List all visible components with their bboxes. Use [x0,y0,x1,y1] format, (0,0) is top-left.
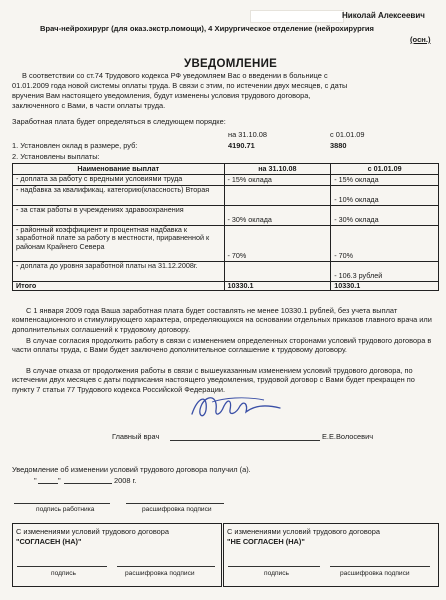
agree-box [12,523,222,587]
intro-line-4: заключенного с Вами, в части оплаты труда. [12,101,166,110]
chief-signature-line [170,440,320,441]
disagree-decode-caption: расшифровка подписи [340,570,410,577]
agree-signature-line [17,566,107,567]
item2-label: 2. Установлены выплаты: [12,152,100,161]
table-row [13,205,439,225]
table-header-row [13,164,439,175]
table-cell: - 10% оклада [331,185,439,205]
payments-table [12,163,439,291]
table-cell: - 15% оклада [331,175,439,185]
paragraph-salary-min: С 1 января 2009 года Ваша заработная плата будет составлять не менее 10330.1 рублей, без учета выплат компенсационного и стимулирующего характера, определяющихся на основании отдельных приказов главного врача или дополнительных соглашений к трудовому договору. [12,306,432,334]
chief-name: Е.Е.Волосевич [322,432,374,441]
item1-label: 1. Установлен оклад в размере, руб: [12,141,138,150]
table-cell: - 70% [331,225,439,261]
paragraph-refusal: В случае отказа от продолжения работы в связи с вышеуказанным изменением условий трудового договора, по истечении двух месяцев с даты подписания настоящего уведомления, трудовой договор с Вами будет прекращен по пункту 7 статьи 77 Трудового кодекса Российской Федерации. [12,366,415,394]
table-cell: - 30% оклада [224,205,331,225]
agree-signature-caption: подпись [51,570,76,577]
intro-line-1: В соответствии со ст.74 Трудового кодекса РФ уведомляем Вас о введении в больнице с [22,71,328,80]
table-cell [224,261,331,281]
receipt-text: Уведомление об изменении условий трудового договора получил (а). [12,465,251,474]
date-col-1: на 31.10.08 [228,130,268,139]
employee-signature-line [14,503,110,504]
disagree-status: "НЕ СОГЛАСЕН (НА)" [227,537,305,546]
paragraph-consent: В случае согласия продолжить работу в связи с изменением определенных сторонами условий трудового договора в части оплаты труда, с Вами будет заключено дополнительное соглашение к трудовому договору. [12,336,432,355]
salary-heading: Заработная плата будет определяться в следующем порядке: [12,117,226,126]
position-line: Врач-нейрохирург (для оказ.экстр.помощи), 4 Хирургическое отделение (нейрохирургия [40,24,374,33]
employee-signature-caption: подпись работника [36,506,95,513]
handwritten-signature [184,386,294,426]
table-cell: Итого [13,281,225,290]
table-cell [224,185,331,205]
agree-status: "СОГЛАСЕН (НА)" [16,537,82,546]
receipt-date-quote-open: " [34,476,37,485]
table-row [13,261,439,281]
item1-value-old: 4190.71 [228,141,255,150]
table-cell: - 30% оклада [331,205,439,225]
table-row [13,185,439,205]
table-header: на 31.10.08 [224,164,331,175]
employee-name: Николай Алексеевич [342,11,425,20]
table-cell: - за стаж работы в учреждениях здравоохранения [13,205,225,225]
document-title: УВЕДОМЛЕНИЕ [184,58,278,70]
table-cell: - 15% оклада [224,175,331,185]
disagree-line: С изменениями условий трудового договора [227,527,380,536]
agree-decode-caption: расшифровка подписи [125,570,195,577]
table-cell: - 70% [224,225,331,261]
receipt-date-quote-close: " [58,476,61,485]
receipt-year: 2008 г. [114,476,137,485]
table-cell: - 106.3 рублей [331,261,439,281]
table-total-row [13,281,439,290]
item1-value-new: 3880 [330,141,347,150]
table-cell: 10330.1 [224,281,331,290]
table-cell: - доплата за работу с вредными условиями труда [13,175,225,185]
disagree-signature-line [228,566,320,567]
intro-line-3: вручения Вам настоящего уведомления, будут изменены условия трудового договора, [12,91,311,100]
intro-line-2: 01.01.2009 года новой системы оплаты труда. В связи с этим, по истечении двух месяцев, с даты [12,81,348,90]
table-row [13,175,439,185]
agree-decode-line [117,566,215,567]
date-col-2: с 01.01.09 [330,130,365,139]
chief-label: Главный врач [112,432,160,441]
table-cell: - надбавка за квалификац. категорию(классность) Вторая [13,185,225,205]
employee-decode-line [126,503,224,504]
disagree-box [223,523,439,587]
table-header: Наименование выплат [13,164,225,175]
redacted-surname [250,10,344,23]
table-cell: - доплата до уровня заработной платы на 31.12.2008г. [13,261,225,281]
table-row [13,225,439,261]
receipt-month-line [64,483,112,484]
table-cell: 10330.1 [331,281,439,290]
agree-line: С изменениями условий трудового договора [16,527,169,536]
receipt-day-line [38,483,58,484]
position-line-cont: (осн.) [410,35,431,44]
employee-decode-caption: расшифровка подписи [142,506,212,513]
disagree-decode-line [330,566,430,567]
table-cell: - районный коэффициент и процентная надбавка к заработной плате за работу в местности, приравненной к районам Крайнего Севера [13,225,225,261]
disagree-signature-caption: подпись [264,570,289,577]
table-header: с 01.01.09 [331,164,439,175]
